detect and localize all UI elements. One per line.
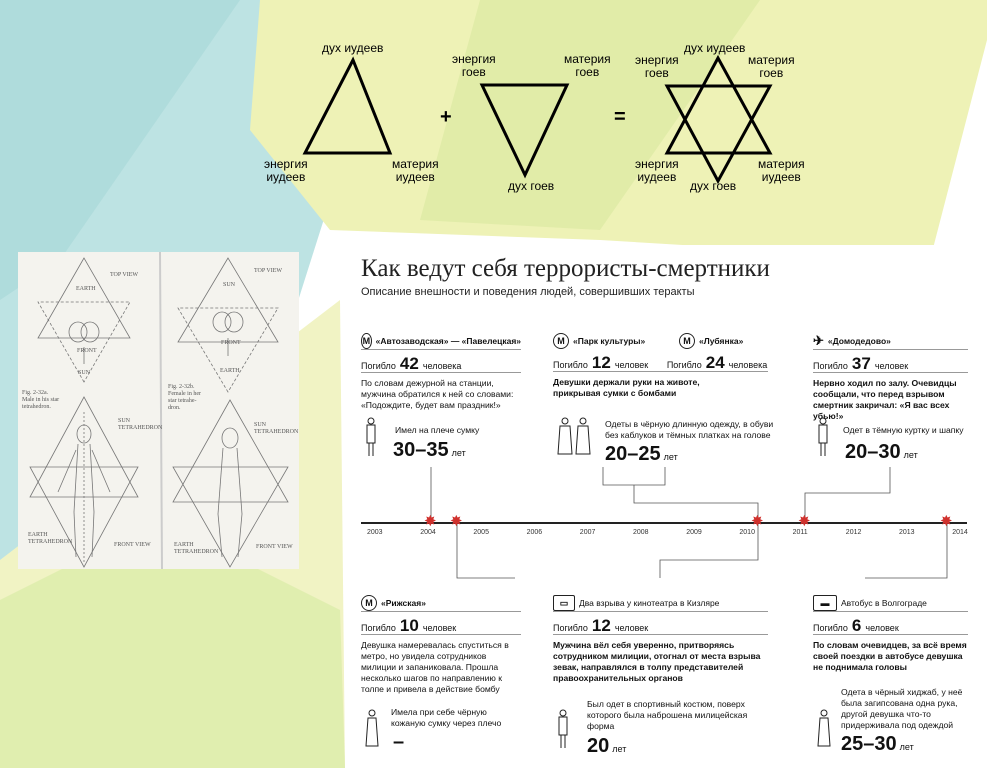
- hexagram-down: [667, 86, 770, 181]
- card-title: «Автозаводская» — «Павелецкая»: [375, 336, 521, 346]
- card-detail: Одеты в чёрную длинную одежду, в обуви без каблуков и тёмных платках на голове: [605, 419, 774, 440]
- t1-left-label: энергия иудеев: [264, 157, 308, 184]
- t3-tl-label: энергия гоев: [635, 53, 679, 80]
- card-detail: Одет в тёмную куртку и шапку: [843, 425, 964, 435]
- year-label-2007: 2007: [579, 529, 596, 536]
- card-description: Мужчина вёл себя уверенно, притворяясь сотрудником милиции, отогнал от места взрыва зевак, направлялся в толпу представителей правоохранительных органов: [553, 640, 761, 683]
- plus-sign: +: [440, 106, 452, 128]
- sun-label-2: SUN: [223, 282, 236, 288]
- deaths-count-b: 24: [705, 353, 725, 372]
- t3-top-label: дух иудеев: [684, 41, 746, 55]
- earth-tetrahedron-label-1: EARTH TETRAHEDRON: [28, 532, 73, 545]
- year-label-2012: 2012: [845, 529, 862, 536]
- metro-icon: М: [361, 595, 377, 611]
- metro-icon: М: [361, 333, 372, 349]
- deaths-count: 37: [851, 354, 871, 373]
- card-rizhskaya: [361, 595, 521, 753]
- top-view-label-2: TOP VIEW: [254, 268, 283, 274]
- earth-label-1: EARTH: [76, 286, 96, 292]
- deaths-prefix: Погибло: [553, 623, 588, 633]
- deaths-count: 6: [851, 616, 862, 635]
- t3-tr-label: материя гоев: [748, 53, 795, 80]
- year-label-2008: 2008: [633, 529, 649, 536]
- explosion-marker: ✸: [450, 513, 463, 530]
- t2-bottom-label: дух гоев: [508, 179, 555, 193]
- card-title: «Парк культуры»: [573, 336, 646, 346]
- card-avtozavodskaya: [361, 333, 521, 461]
- deaths-suffix: человек: [614, 360, 649, 370]
- year-label-2005: 2005: [473, 529, 489, 536]
- t1-top-label: дух иудеев: [322, 41, 384, 55]
- triangle-diagram: [0, 0, 987, 230]
- card-title: «Рижская»: [381, 598, 426, 608]
- card-age: 20–25 лет: [605, 443, 678, 465]
- equals-sign: =: [614, 106, 626, 128]
- card-age: 20 лет: [587, 735, 627, 757]
- year-label-2013: 2013: [899, 529, 915, 536]
- metro-icon: М: [553, 333, 569, 349]
- deaths-suffix: человек: [614, 623, 649, 633]
- year-label-2010: 2010: [739, 529, 755, 536]
- card-description: По словам дежурной на станции, мужчина обратился к ней со словами: «Подождите, будет вам праздник!»: [361, 378, 514, 410]
- person-icon: [817, 709, 831, 749]
- bus-icon: ▬: [813, 595, 837, 611]
- deaths-count: 12: [591, 616, 611, 635]
- sun-tetrahedron-label-2: SUN TETRAHEDRON: [254, 422, 299, 435]
- person-icon: [817, 417, 829, 457]
- card-volgograd: [813, 595, 968, 755]
- deaths-count: 12: [591, 353, 611, 372]
- person-icon: [557, 709, 569, 749]
- card-description: По словам очевидцев, за всё время своей поездки в автобусе девушка не поднимала головы: [813, 640, 967, 672]
- card-age: 30–35 лет: [393, 439, 466, 461]
- t3-bottom-label: дух гоев: [690, 179, 737, 193]
- front-label-2: FRONT: [221, 340, 241, 346]
- card-detail: Имел на плече сумку: [395, 425, 480, 435]
- deaths-prefix-b: Погибло: [666, 360, 702, 370]
- deaths-suffix: человек: [865, 623, 899, 633]
- sun-tetrahedron-label-1: SUN TETRAHEDRON: [118, 418, 163, 431]
- cinema-icon: ▭: [553, 595, 575, 611]
- infographic-subtitle: Описание внешности и поведения людей, совершивших теракты: [361, 286, 695, 298]
- caption-1: Fig. 2-32a. Male in his star tetrahedron.: [22, 390, 60, 410]
- explosion-marker: ✸: [940, 513, 953, 530]
- card-age: –: [393, 731, 405, 753]
- deaths-suffix: человек: [422, 623, 457, 633]
- t1-right-label: материя иудеев: [392, 157, 439, 184]
- caption-2: Fig. 2-32b. Female in her star tetrahe- dron.: [168, 384, 201, 411]
- card-title: Два взрыва у кинотеатра в Кизляре: [579, 598, 720, 608]
- deaths-suffix: человек: [874, 361, 909, 371]
- t2-left-label: энергия гоев: [452, 52, 496, 79]
- person-icon: [365, 417, 377, 457]
- card-title-b: «Лубянка»: [699, 336, 744, 346]
- deaths-suffix-b: человека: [728, 360, 768, 370]
- metro-icon: М: [679, 333, 695, 349]
- plane-icon: ✈: [813, 333, 824, 348]
- year-label-2009: 2009: [686, 529, 702, 536]
- deaths-prefix: Погибло: [813, 361, 848, 371]
- explosion-marker: ✸: [798, 513, 811, 530]
- card-park-kultury: [553, 333, 774, 465]
- infographic-title: Как ведут себя террористы-смертники: [361, 255, 770, 282]
- year-label-2004: 2004: [420, 529, 436, 536]
- year-label-2003: 2003: [367, 529, 383, 536]
- deaths-prefix: Погибло: [813, 623, 848, 633]
- deaths-count: 10: [399, 616, 419, 635]
- card-domodedovo: [813, 333, 968, 463]
- deaths-count: 42: [399, 354, 419, 373]
- card-age: 20–30 лет: [845, 441, 918, 463]
- t3-br-label: материя иудеев: [758, 157, 805, 184]
- card-title: «Домодедово»: [827, 336, 891, 346]
- explosion-marker: ✸: [751, 513, 764, 530]
- deaths-prefix: Погибло: [361, 623, 396, 633]
- card-description: Девушка намеревалась спуститься в метро, но увидела сотрудников милиции и запаниковала. Прошла несколько шагов по направлению к толпе и привела в действие бомбу: [361, 640, 509, 694]
- deaths-suffix: человека: [422, 361, 462, 371]
- person-icon: [365, 709, 379, 749]
- card-kizlyar: [553, 595, 768, 757]
- triangle-jews: [305, 60, 390, 153]
- explosion-marker: ✸: [424, 513, 437, 530]
- deaths-prefix: Погибло: [361, 361, 396, 371]
- front-view-label-1: FRONT VIEW: [114, 542, 151, 548]
- sun-label-1: SUN: [78, 370, 91, 376]
- card-description: Нервно ходил по залу. Очевидцы сообщали, что перед взрывом смертник закричал: «Я вас всех убью!»: [813, 378, 957, 421]
- person-icon: [557, 417, 593, 457]
- t3-bl-label: энергия иудеев: [635, 157, 679, 184]
- card-detail: Имела при себе чёрную кожаную сумку через плечо: [391, 707, 502, 728]
- front-view-label-2: FRONT VIEW: [256, 544, 293, 550]
- book-photo-drawing: [18, 252, 299, 569]
- card-detail: Одета в чёрный хиджаб, у неё была загипсована одна рука, другой девушка что-то придерживала под одеждой: [841, 687, 963, 730]
- infographic: [345, 245, 972, 768]
- year-label-2014: 2014: [952, 529, 968, 536]
- card-description: Девушки держали руки на животе, прикрывая сумки с бомбами: [553, 377, 700, 398]
- deaths-prefix: Погибло: [553, 360, 588, 370]
- earth-label-2: EARTH: [220, 368, 240, 374]
- triangle-goyim: [482, 85, 567, 175]
- card-title: Автобус в Волгограде: [841, 598, 927, 608]
- top-view-label-1: TOP VIEW: [110, 272, 139, 278]
- card-detail: Был одет в спортивный костюм, поверх которого была наброшена милицейская форма: [587, 699, 748, 731]
- t2-right-label: материя гоев: [564, 52, 611, 79]
- year-label-2006: 2006: [526, 529, 543, 536]
- year-label-2011: 2011: [792, 529, 808, 536]
- earth-tetrahedron-label-2: EARTH TETRAHEDRON: [174, 542, 219, 555]
- card-age: 25–30 лет: [841, 733, 914, 755]
- book-photo: [18, 252, 299, 569]
- front-label-1: FRONT: [77, 348, 97, 354]
